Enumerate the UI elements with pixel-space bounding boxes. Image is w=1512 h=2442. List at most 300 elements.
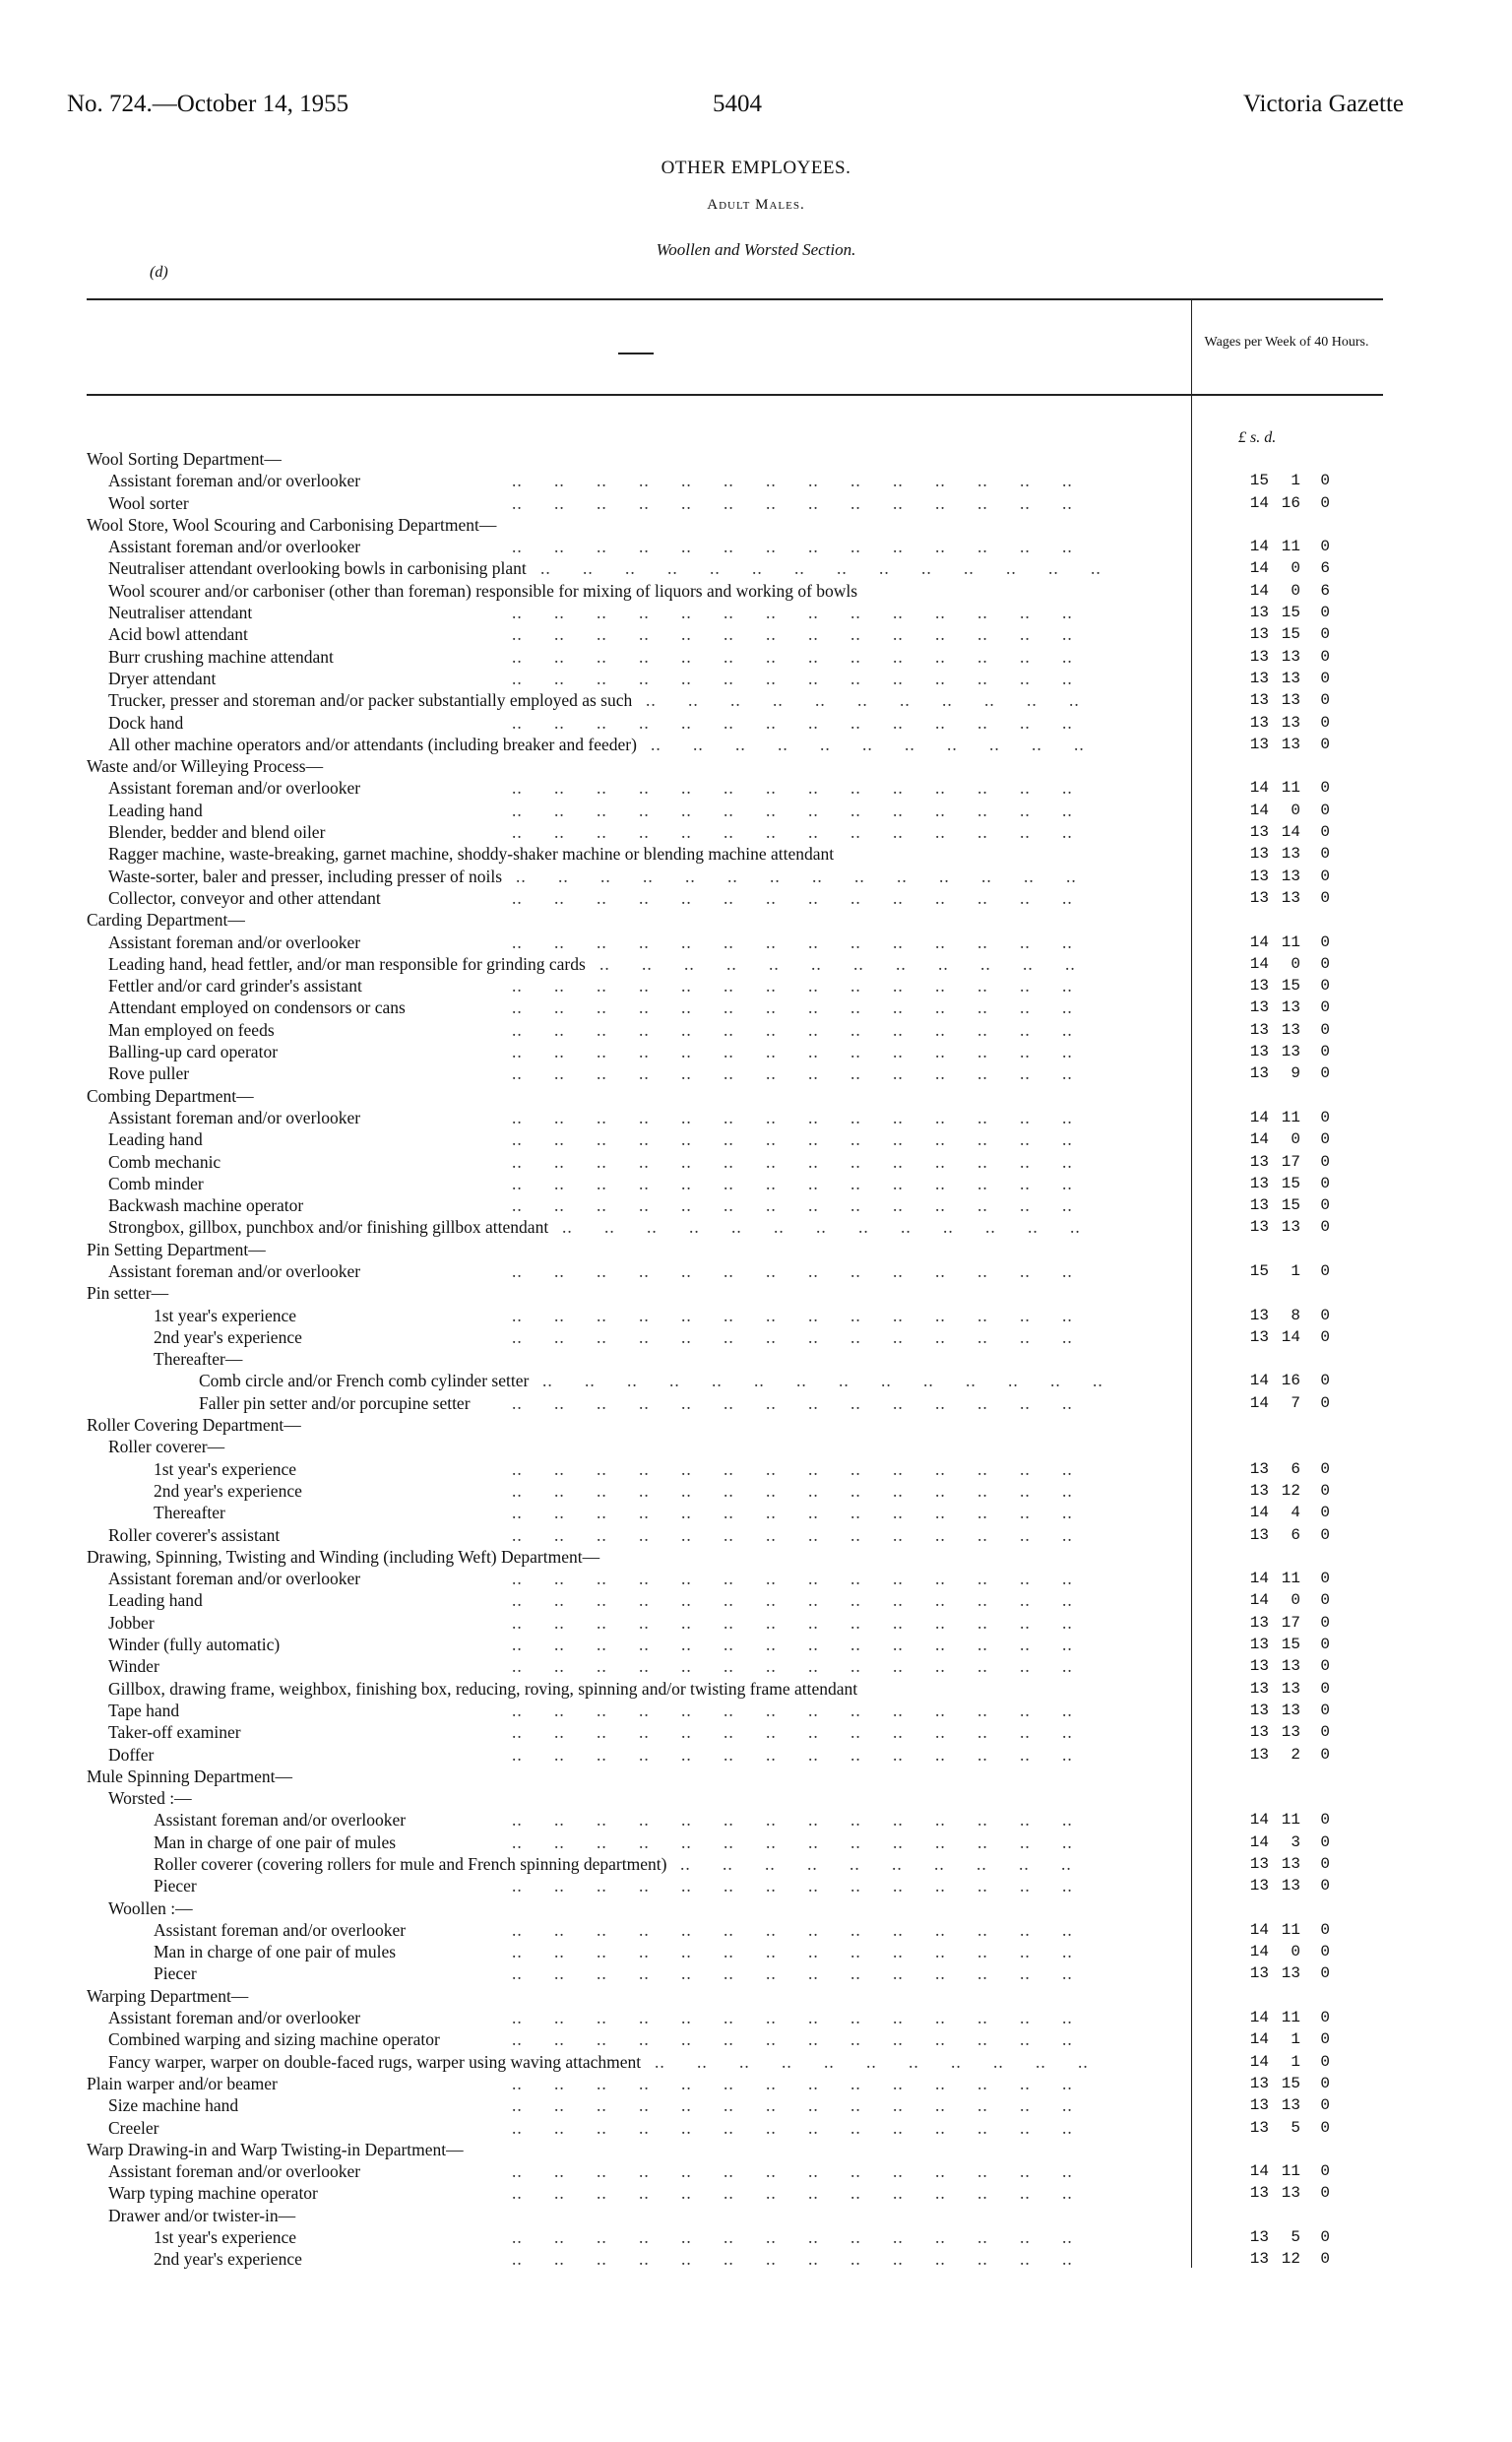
wage-pounds: 14	[1249, 801, 1269, 819]
leader-dots: .. .. .. .. .. .. .. .. .. .. .. .. .. ..	[512, 1919, 1104, 1940]
wage-shillings: 13	[1281, 647, 1300, 666]
leader-dots: .. .. .. .. .. .. .. .. .. .. .. .. .. ..	[512, 1260, 1104, 1281]
leader-dots: .. .. .. .. .. .. .. .. .. .. .. .. .. ..	[512, 1744, 1104, 1765]
wage-pence: 0	[1320, 604, 1330, 622]
occupation-label: Piecer	[154, 1876, 197, 1896]
occupation-label: Comb circle and/or French comb cylinder setter	[199, 1371, 530, 1391]
table-row	[0, 1655, 1512, 1677]
wage-pounds: 13	[1249, 1481, 1269, 1500]
wage-pence: 0	[1320, 1130, 1330, 1149]
table-row	[0, 2182, 1512, 2204]
leader-dots: .. .. .. .. .. .. .. .. .. .. .. .. .. ..	[512, 537, 1104, 557]
wage-shillings: 6	[1291, 1525, 1300, 1544]
occupation-label: Collector, conveyor and other attendant	[108, 887, 381, 908]
wage-pounds: 14	[1249, 1832, 1269, 1851]
leader-dots: .. .. .. .. .. .. .. .. .. .. .. .. .. ..	[512, 1326, 1104, 1347]
wage-pence: 0	[1320, 998, 1330, 1017]
wages-column-header: Wages per Week of 40 Hours.	[1204, 335, 1369, 350]
wage-pence: 0	[1320, 1043, 1330, 1061]
leader-dots: .. .. .. .. .. .. .. .. .. .. .. .. .. ..	[512, 2227, 1104, 2248]
table-row	[0, 2139, 1512, 2160]
wage-pounds: 13	[1249, 1306, 1269, 1324]
wage-pounds: 13	[1249, 1218, 1269, 1237]
leader-dots: .. .. .. .. .. .. .. .. .. .. .. ..	[599, 953, 1107, 974]
wage-shillings: 6	[1291, 1459, 1300, 1478]
wage-pounds: 13	[1249, 1152, 1269, 1171]
table-row	[0, 470, 1512, 491]
wage-pounds: 13	[1249, 1745, 1269, 1764]
wage-pence: 0	[1320, 2250, 1330, 2269]
leader-dots: .. .. .. .. .. .. .. .. .. .. .. .. .. ..	[512, 492, 1104, 513]
wage-pence: 0	[1320, 1745, 1330, 1764]
wage-pence: 0	[1320, 2074, 1330, 2092]
wage-shillings: 12	[1281, 1481, 1300, 1500]
wage-pounds: 13	[1249, 735, 1269, 753]
leader-dots: .. .. .. .. .. .. .. .. .. .. .. .. .. ..	[512, 603, 1104, 623]
wage-pounds: 13	[1249, 669, 1269, 687]
wage-shillings: 2	[1291, 1745, 1300, 1764]
schedule-marker: (d)	[150, 264, 168, 281]
table-row	[0, 2226, 1512, 2248]
wage-shillings: 13	[1281, 735, 1300, 753]
wage-pence: 0	[1320, 647, 1330, 666]
wage-value	[1235, 1019, 1354, 1041]
wage-pounds: 13	[1249, 2250, 1269, 2269]
department-heading: Wool Sorting Department—	[87, 449, 282, 469]
leader-dots: .. .. .. .. .. .. .. .. .. .. .. .. .. ..	[512, 1656, 1104, 1677]
leader-dots: .. .. .. .. .. .. .. .. .. .. .. .. .. ..	[512, 1942, 1104, 1962]
wage-pounds: 14	[1249, 2052, 1269, 2071]
leader-dots: .. .. .. .. .. .. .. .. .. .. .. .. .. ..	[512, 1042, 1104, 1062]
table-row	[0, 953, 1512, 975]
department-heading: Mule Spinning Department—	[87, 1766, 293, 1786]
wage-value	[1235, 887, 1354, 909]
occupation-label: Warp typing machine operator	[108, 2183, 318, 2204]
leader-dots: .. .. .. .. .. .. .. .. .. .. .. .. .. ..	[512, 1722, 1104, 1743]
wage-pence: 0	[1320, 1591, 1330, 1610]
wage-pence: 0	[1320, 1877, 1330, 1896]
department-heading: Waste and/or Willeying Process—	[87, 756, 324, 777]
wage-pounds: 13	[1249, 845, 1269, 864]
wage-shillings: 9	[1291, 1064, 1300, 1083]
occupation-label: Ragger machine, waste-breaking, garnet machine, shoddy-shaker machine or blending machine attendant	[108, 844, 835, 865]
wage-shillings: 17	[1281, 1613, 1300, 1632]
table-row	[0, 866, 1512, 887]
wage-shillings: 5	[1291, 2228, 1300, 2247]
wage-value	[1235, 689, 1354, 711]
occupation-label: Piecer	[154, 1963, 197, 1984]
leader-dots: .. .. .. .. .. .. .. .. .. .. .. .. .. ..	[512, 1458, 1104, 1479]
wage-value	[1235, 1655, 1354, 1677]
table-row	[0, 1282, 1512, 1304]
occupation-label: Roller coverer (covering rollers for mule and French spinning department)	[154, 1854, 667, 1874]
table-row	[0, 1458, 1512, 1480]
department-heading: Warping Department—	[87, 1985, 249, 2006]
wage-shillings: 15	[1281, 2074, 1300, 2092]
wage-shillings: 11	[1281, 1920, 1300, 1939]
occupation-label: Assistant foreman and/or overlooker	[108, 1107, 361, 1127]
wage-pence: 0	[1320, 1570, 1330, 1588]
wage-value	[1235, 1194, 1354, 1216]
wage-pence: 0	[1320, 2118, 1330, 2137]
wage-value	[1235, 470, 1354, 491]
leader-dots: .. .. .. .. .. .. .. .. .. .. .. .. .. ..	[512, 976, 1104, 996]
wage-shillings: 11	[1281, 779, 1300, 798]
leader-dots: .. .. .. .. .. .. .. .. .. ..	[680, 1854, 1103, 1874]
occupation-label: Trucker, presser and storeman and/or packer substantially employed as such	[108, 690, 633, 711]
table-row	[0, 1985, 1512, 2007]
leader-dots: .. .. .. .. .. .. .. .. .. .. .. .. .. ..	[512, 1063, 1104, 1084]
table-row	[0, 1568, 1512, 1589]
wage-shillings: 8	[1291, 1306, 1300, 1324]
table-row	[0, 1041, 1512, 1062]
wage-value	[1235, 734, 1354, 755]
table-row	[0, 1766, 1512, 1787]
wage-shillings: 7	[1291, 1393, 1300, 1412]
wage-shillings: 1	[1291, 2052, 1300, 2071]
wage-pence: 0	[1320, 1196, 1330, 1215]
leader-dots: .. .. .. .. .. .. .. .. .. .. .. .. .. ..	[512, 1963, 1104, 1984]
table-row	[0, 668, 1512, 689]
department-heading: Roller Covering Department—	[87, 1415, 301, 1436]
occupation-label: 2nd year's experience	[154, 1326, 302, 1347]
wage-shillings: 15	[1281, 604, 1300, 622]
wage-pounds: 13	[1249, 1525, 1269, 1544]
wage-pence: 0	[1320, 1372, 1330, 1390]
wage-pence: 0	[1320, 1174, 1330, 1192]
leader-dots: .. .. .. .. .. .. .. .. .. .. .. .. .. ..	[512, 1305, 1104, 1325]
wage-value	[1235, 1678, 1354, 1700]
department-heading: Woollen :—	[108, 1897, 193, 1918]
wage-pounds: 14	[1249, 1393, 1269, 1412]
table-row	[0, 580, 1512, 602]
leader-dots: .. .. .. .. .. .. .. .. .. .. .. .. .. ..	[512, 2117, 1104, 2138]
currency-units-header: £ s. d.	[1238, 429, 1277, 446]
wage-pence: 0	[1320, 2052, 1330, 2071]
wage-shillings: 13	[1281, 1020, 1300, 1039]
wage-pounds: 13	[1249, 823, 1269, 842]
occupation-label: Blender, bedder and blend oiler	[108, 822, 326, 843]
wage-pence: 0	[1320, 1064, 1330, 1083]
wage-shillings: 13	[1281, 1657, 1300, 1676]
occupation-label: Comb mechanic	[108, 1151, 221, 1172]
wage-shillings: 13	[1281, 1701, 1300, 1719]
table-row	[0, 2028, 1512, 2050]
wage-shillings: 15	[1281, 1174, 1300, 1192]
wage-pounds: 13	[1249, 888, 1269, 907]
wage-pence: 0	[1320, 1459, 1330, 1478]
wage-value	[1235, 1392, 1354, 1414]
leader-dots: .. .. .. .. .. .. .. .. .. .. .. .. ..	[562, 1217, 1112, 1238]
table-row	[0, 1392, 1512, 1414]
wage-pence: 0	[1320, 2184, 1330, 2203]
table-row	[0, 843, 1512, 865]
occupation-label: Assistant foreman and/or overlooker	[108, 778, 361, 799]
wage-pounds: 13	[1249, 1196, 1269, 1215]
occupation-label: Winder (fully automatic)	[108, 1635, 281, 1655]
wage-value	[1235, 1107, 1354, 1128]
wage-value	[1235, 1832, 1354, 1853]
leader-dots: .. .. .. .. .. .. .. .. .. .. .. .. .. ..	[512, 1700, 1104, 1720]
wage-pounds: 13	[1249, 1174, 1269, 1192]
wage-pence: 0	[1320, 1306, 1330, 1324]
occupation-label: 1st year's experience	[154, 1305, 297, 1325]
occupation-label: Rove puller	[108, 1063, 190, 1084]
occupation-label: Assistant foreman and/or overlooker	[108, 1569, 361, 1589]
wage-pence: 0	[1320, 888, 1330, 907]
wage-value	[1235, 2073, 1354, 2094]
department-heading: Wool Store, Wool Scouring and Carbonising Department—	[87, 514, 497, 535]
wage-value	[1235, 1260, 1354, 1282]
table-row	[0, 1062, 1512, 1084]
wage-pounds: 13	[1249, 2118, 1269, 2137]
leader-dots: .. .. .. .. .. .. .. .. .. .. .. .. .. ..	[512, 2095, 1104, 2116]
wage-pounds: 14	[1249, 779, 1269, 798]
table-row	[0, 1787, 1512, 1809]
leader-dots: .. .. .. .. .. .. .. .. .. .. .. .. .. ..	[512, 1392, 1104, 1413]
leader-dots: .. .. .. .. .. .. .. .. .. .. .. .. .. ..	[512, 2183, 1104, 2204]
wage-pence: 0	[1320, 1701, 1330, 1719]
table-row	[0, 1414, 1512, 1436]
wage-pounds: 14	[1249, 1943, 1269, 1961]
wage-shillings: 15	[1281, 1196, 1300, 1215]
table-header-rule	[87, 394, 1383, 396]
wage-shillings: 0	[1291, 801, 1300, 819]
wage-value	[1235, 646, 1354, 668]
department-heading: Drawing, Spinning, Twisting and Winding (including Weft) Department—	[87, 1546, 600, 1567]
leader-dots: .. .. .. .. .. .. .. .. .. .. .. .. .. ..	[512, 1569, 1104, 1589]
occupation-label: Attendant employed on condensors or cans	[108, 997, 406, 1018]
wage-value	[1235, 866, 1354, 887]
wage-pounds: 14	[1249, 2030, 1269, 2049]
table-row	[0, 1700, 1512, 1721]
wage-shillings: 0	[1291, 954, 1300, 973]
wage-shillings: 13	[1281, 1964, 1300, 1983]
occupation-label: Winder	[108, 1656, 159, 1677]
occupation-label: Assistant foreman and/or overlooker	[108, 471, 361, 491]
leader-dots: .. .. .. .. .. .. .. .. .. .. .. .. .. ..	[512, 822, 1104, 843]
table-row	[0, 821, 1512, 843]
leader-dots: .. .. .. .. .. .. .. .. .. .. .. .. .. ..	[512, 800, 1104, 820]
occupation-label: Thereafter	[154, 1503, 225, 1523]
wage-pence: 0	[1320, 691, 1330, 710]
table-row	[0, 1436, 1512, 1457]
leader-dots: .. .. .. .. .. .. .. .. .. .. .. .. .. ..	[540, 558, 1133, 579]
wage-pence: 0	[1320, 1613, 1330, 1632]
wage-pounds: 13	[1249, 1613, 1269, 1632]
wage-value	[1235, 1216, 1354, 1238]
leader-dots: .. .. .. .. .. .. .. .. .. .. .. .. .. ..	[512, 1019, 1104, 1040]
wage-pence: 0	[1320, 2162, 1330, 2181]
table-row	[0, 1305, 1512, 1326]
wage-value	[1235, 1700, 1354, 1721]
wage-shillings: 0	[1291, 1130, 1300, 1149]
table-row	[0, 1612, 1512, 1634]
wage-value	[1235, 2051, 1354, 2073]
table-row	[0, 1151, 1512, 1173]
occupation-label: All other machine operators and/or attendants (including breaker and feeder)	[108, 734, 637, 754]
wage-pounds: 13	[1249, 1855, 1269, 1873]
wage-pence: 0	[1320, 1920, 1330, 1939]
occupation-label: Wool scourer and/or carboniser (other than foreman) responsible for mixing of liquors and working of bowls	[108, 580, 858, 601]
occupation-label: Jobber	[108, 1612, 155, 1633]
wage-shillings: 13	[1281, 2096, 1300, 2115]
wage-value	[1235, 777, 1354, 799]
wage-shillings: 13	[1281, 1679, 1300, 1698]
wage-value	[1235, 1612, 1354, 1634]
wage-shillings: 0	[1291, 1591, 1300, 1610]
occupation-label: Taker-off examiner	[108, 1722, 241, 1743]
wage-shillings: 11	[1281, 932, 1300, 951]
wage-shillings: 1	[1291, 472, 1300, 490]
wage-shillings: 0	[1291, 581, 1300, 600]
table-row	[0, 712, 1512, 734]
table-row	[0, 2205, 1512, 2226]
section-title: Woollen and Worsted Section.	[656, 240, 856, 259]
occupation-label: Assistant foreman and/or overlooker	[108, 537, 361, 557]
wage-value	[1235, 1524, 1354, 1546]
wage-value	[1235, 800, 1354, 821]
occupation-label: Neutraliser attendant	[108, 603, 253, 623]
wage-value	[1235, 1502, 1354, 1523]
table-row	[0, 932, 1512, 953]
leader-dots: .. .. .. .. .. .. .. .. .. .. .. .. .. ..	[512, 1876, 1104, 1896]
wage-pounds: 13	[1249, 1020, 1269, 1039]
leader-dots: .. .. .. .. .. .. .. .. .. .. ..	[646, 690, 1111, 711]
leader-dots: .. .. .. .. .. .. .. .. .. .. .. .. .. ..	[512, 1810, 1104, 1831]
table-row	[0, 2094, 1512, 2116]
wage-pence: 0	[1320, 801, 1330, 819]
occupation-label: Burr crushing machine attendant	[108, 646, 334, 667]
occupation-label: 2nd year's experience	[154, 1480, 302, 1501]
occupation-label: Faller pin setter and/or porcupine setter	[199, 1392, 471, 1413]
wage-shillings: 13	[1281, 713, 1300, 732]
wage-pounds: 13	[1249, 604, 1269, 622]
table-row	[0, 1173, 1512, 1194]
wage-pence: 0	[1320, 1657, 1330, 1676]
wage-value	[1235, 1875, 1354, 1896]
wage-pounds: 13	[1249, 1636, 1269, 1654]
leader-dots: .. .. .. .. .. .. .. .. .. .. .. .. .. ..	[512, 778, 1104, 799]
occupation-label: Size machine hand	[108, 2095, 239, 2116]
table-row	[0, 1348, 1512, 1370]
wage-pence: 0	[1320, 1636, 1330, 1654]
wage-shillings: 1	[1291, 2030, 1300, 2049]
leader-dots: .. .. .. .. .. .. .. .. .. .. .. .. .. ..	[512, 2008, 1104, 2028]
wage-value	[1235, 1062, 1354, 1084]
table-row	[0, 646, 1512, 668]
wage-value	[1235, 996, 1354, 1018]
wage-value	[1235, 1173, 1354, 1194]
department-heading: Pin Setting Department—	[87, 1239, 266, 1259]
leader-dots: .. .. .. .. .. .. .. .. .. .. .. .. .. ..	[512, 668, 1104, 688]
wage-pence: 0	[1320, 1218, 1330, 1237]
wage-shillings: 1	[1291, 1261, 1300, 1280]
department-heading: Thereafter—	[154, 1349, 243, 1370]
wage-pence: 0	[1320, 1481, 1330, 1500]
wage-pence: 0	[1320, 1811, 1330, 1830]
occupation-label: Assistant foreman and/or overlooker	[108, 2008, 361, 2028]
wage-pounds: 14	[1249, 1811, 1269, 1830]
table-row	[0, 2073, 1512, 2094]
wage-value	[1235, 2226, 1354, 2248]
table-row	[0, 1480, 1512, 1502]
table-row	[0, 1524, 1512, 1546]
occupation-label: Plain warper and/or beamer	[87, 2073, 278, 2093]
wage-pounds: 14	[1249, 954, 1269, 973]
department-heading: Carding Department—	[87, 910, 245, 931]
occupation-label: 1st year's experience	[154, 2227, 297, 2248]
wage-table	[0, 448, 1512, 2271]
occupation-label: Leading hand	[108, 800, 203, 820]
occupation-label: Leading hand	[108, 1590, 203, 1611]
leader-dots: .. .. .. .. .. .. .. .. .. .. .. .. .. ..	[512, 2249, 1104, 2270]
wage-value	[1235, 953, 1354, 975]
wage-shillings: 16	[1281, 1372, 1300, 1390]
department-heading: Combing Department—	[87, 1085, 254, 1106]
wage-pence: 0	[1320, 1723, 1330, 1742]
leader-dots: .. .. .. .. .. .. .. .. .. .. .. .. .. ..	[516, 866, 1108, 886]
table-row	[0, 1721, 1512, 1743]
table-row	[0, 1019, 1512, 1041]
table-row	[0, 1370, 1512, 1391]
leader-dots: .. .. .. .. .. .. .. .. .. .. .. .. .. ..	[512, 1129, 1104, 1150]
wage-pounds: 14	[1249, 493, 1269, 512]
occupation-label: Backwash machine operator	[108, 1195, 304, 1216]
wage-pounds: 14	[1249, 559, 1269, 578]
leader-dots: .. .. .. .. .. .. .. .. .. .. .. .. .. ..	[512, 1524, 1104, 1545]
occupation-label: Neutraliser attendant overlooking bowls in carbonising plant	[108, 558, 527, 579]
wage-value	[1235, 492, 1354, 514]
wage-pounds: 13	[1249, 1064, 1269, 1083]
wage-value	[1235, 668, 1354, 689]
wage-value	[1235, 557, 1354, 579]
leader-dots: .. .. .. .. .. .. .. .. .. .. .. .. .. ..	[512, 1503, 1104, 1523]
occupation-label: Assistant foreman and/or overlooker	[154, 1810, 407, 1831]
wage-value	[1235, 1919, 1354, 1941]
leader-dots: .. .. .. .. .. .. .. .. .. .. ..	[655, 2051, 1120, 2072]
wage-value	[1235, 2160, 1354, 2182]
occupation-label: Tape hand	[108, 1700, 180, 1720]
leader-dots: .. .. .. .. .. .. .. .. .. .. .. .. .. ..	[512, 2029, 1104, 2050]
wage-shillings: 13	[1281, 1218, 1300, 1237]
leader-dots: .. .. .. .. .. .. .. .. .. .. .. .. .. ..	[512, 1480, 1104, 1501]
wage-shillings: 15	[1281, 977, 1300, 996]
wage-shillings: 13	[1281, 691, 1300, 710]
wage-value	[1235, 1721, 1354, 1743]
wage-pounds: 15	[1249, 1261, 1269, 1280]
wage-value	[1235, 1634, 1354, 1655]
wage-pounds: 13	[1249, 1877, 1269, 1896]
wage-shillings: 16	[1281, 493, 1300, 512]
wage-shillings: 13	[1281, 1877, 1300, 1896]
wage-value	[1235, 1809, 1354, 1831]
department-heading: Warp Drawing-in and Warp Twisting-in Department—	[87, 2139, 464, 2159]
occupation-label: Gillbox, drawing frame, weighbox, finishing box, reducing, roving, spinning and/or twisting frame attendant	[108, 1678, 858, 1699]
publication-name: Victoria Gazette	[1243, 91, 1404, 117]
table-row	[0, 492, 1512, 514]
wage-pence: 0	[1320, 845, 1330, 864]
table-row	[0, 996, 1512, 1018]
occupation-label: Fettler and/or card grinder's assistant	[108, 976, 362, 996]
table-row	[0, 1239, 1512, 1260]
wage-pounds: 14	[1249, 932, 1269, 951]
occupation-label: Leading hand, head fettler, and/or man responsible for grinding cards	[108, 953, 586, 974]
occupation-label: Acid bowl attendant	[108, 624, 248, 645]
wage-shillings: 15	[1281, 625, 1300, 644]
occupation-label: Leading hand	[108, 1129, 203, 1150]
table-row	[0, 975, 1512, 996]
